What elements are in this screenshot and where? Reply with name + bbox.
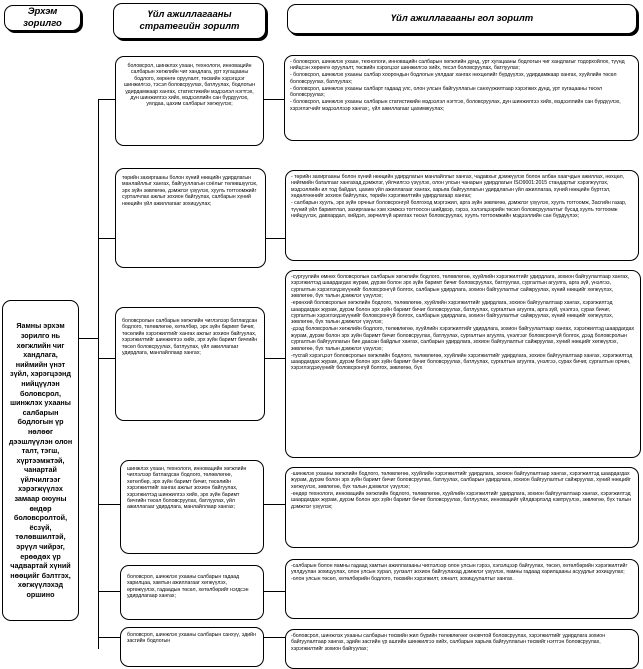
goal-item: - боловсрол, шинжлэх ухаан, технологи, инновацийн салбарын хөгжлийн дунд, урт хугацааны бодлогын чиг хандлагыг тодорхойлох, түүнд нийцсэн хөрөнгө оруулалт, төсвийн хэрэгцээг шинжилгээ хийх, тесэл боловсруулах, батлуулах; <box>290 59 625 72</box>
strategic-box-1 <box>115 56 264 146</box>
connector-row5-right <box>264 591 285 592</box>
goal-box-4 <box>285 467 639 548</box>
connector-row1-right <box>264 99 284 100</box>
goal-box-1 <box>284 55 639 141</box>
connector-row5-left <box>98 591 122 592</box>
goal-item: - боловсрол, шинжлэх ухааны салбар хоорондын бодлогын уялдааг хангах нөхцөлийг бүрдүүлэх, удирдамжаар хангах, хууйлийн төсөл боловсруулах, батлуулах; <box>290 72 617 85</box>
header-mission <box>4 5 81 31</box>
strategic-text-5: боловсрол, шинжлэх ухааны салбарын гадаад харилцаа, хамтын ажиллагааг хөгжүүлэх, өргөжүүлэх, гадаадын төсөл, хөтөлбөрийг нэгдсэн удирдлагаар хангах; <box>127 574 249 600</box>
goal-item: - боловсрол, шинжлэх ухааны салбарт гадаад улс, олон улсын байгууллагын санхүүжилтаар хэрэгжих дунд, урт хугацааны төсөл боловсруулах; <box>290 85 603 99</box>
goal-item: -сургуулийн өмнөх боловсролын салбарын хөгжлийн бодлого, төлөвлөгөө, хууйлийн хэрэгжилтийг удирдлага, зохион байгуулалтаар хангах, хэрэгжилтэд шаардагдах журам, дүрэм болон эрх зүйн баримт бичиг боловсруулах, батлуулах, сургалтын агуулга, арга зүй, үнэлгээ, сургалтын хэрэглэгдэхүүнийг боловсронгүй болгох, салбарын удирдлага, зохион байгуулалтыг сайжруулах, хүний нөөцийг хөгжүүлэх, зөвлөгөө, бүх талын дэмжлэг үзүүлэх; <box>291 274 630 300</box>
header-mission-label: Эрхэм зорилго <box>23 6 62 29</box>
connector-row4-right <box>264 504 285 505</box>
goal-box-6 <box>285 629 639 669</box>
goal-item: - боловсрол, шинжлэх ухааны салбарын статистикийн мэдээлэл нэгтгэх, боловсруулах, дүн шинжилгээ хийх, мэдээллийн сан бүрдүүлэх, хэрэглэгчийг мэдээллээр хангах;, үйл ажиллагааг цахимжуулах; <box>290 99 621 112</box>
header-goals <box>287 4 637 34</box>
connector-row1-left <box>98 99 115 100</box>
goal-item: -шинжлэх ухааны хөгжлийн бодлого, төлөвлөгөө, хууйлийн хэрэгжилтийг удирдлага, зохион байгуулалтаар хангах, хэрэгжилтэд шаардагдах журам, дүрэм болон эрх зүйн баримт бичиг боловсруулах, батлуулах, салбарын удирдлага, зохион байгуулалтыг сайжруулах, хүний нөөцийг хөгжүүлэх, зөвлөгөө, бүх талын дэмжлэг үзүүлэх; <box>291 471 631 490</box>
connector-row2-right <box>264 238 285 239</box>
goal-item: -дээд боловсролын хөгжлийн бодлого, төлөвлөгөө, хууйлийн хэрэгжилтийг удирдлага, зохион байгуулалтаар хангах, хэрэгжилтэд шаардагдах журам, дүрэм болон эрх зүйн баримт бичиг боловсруулах, батлуулах, сургалтын агуулга, үнэлгээг боловсронгүй болгох, дээд боловсролын сургалтын байгууллагын бие даасан байдлыг хангах, салбарын удирдлага, зохион байгуулалтыг сайжруулах, хүний нөөцийг хөгжүүлэх, зөвлөгөө, бүх талын дэмжлэг үзүүлэх; <box>291 326 635 352</box>
strategic-text-6: боловсрол, шинжлэх ухааны салбарын санхүү, эдийн засгийн бодлогын <box>127 632 256 645</box>
goal-box-2 <box>285 170 639 261</box>
mission-box <box>2 300 79 621</box>
mission-text: Яамны эрхэм зорилго нь хөгжлийн чиг хандлага, ниймийн үнэт зүйл, хэрэгцээнд нийцүүлэн боловсрол, шинжлэх ухааны салбарын бодлогын үр нөлөөг дээшлүүлэн олон талт, тэгш, хүртээмжтэй, чанартай үйлчилгээг хэрэгжүүлэх замаар оюуны өндөр боловсролтой, ёсзүй, төлөвшилтэй, эрүүл чийрэг, ерөөдөх үр чадвартай хүний нөөцийг бэлтгэх, хөгжүүлэхэд оршино <box>8 321 73 600</box>
strategic-box-6 <box>120 627 264 667</box>
strategic-text-3: боловсролын салбарын хөгжлийн чиглэлээр батлагдсан бодлого, төлөвлөгөө, хөтөлбөр, эрх зүйн баримт бичиг, төсөлийн хэрэгжилтийг хангах ажлыг зохион байгуулах, хэрэгжилтийг шинжилгээ хийх, эрх зүйн баримт бичгийн төсөл боловсруулах, батлуулах, үйл ажиллагааг удирдлага, манлайллаар хангах; <box>122 318 258 357</box>
header-strategic <box>113 3 266 39</box>
strategic-text-2: төрийн захиргааны болон хүний нөөцийн удирдлагын манлайллыг хангах, байгууллагын соёлыг төлөвшүүлэх, эрх зүйн зөвлөгөө, дэмжлэг үзүүлэх, хуулъ тогтоомжийг сурталчлах ажлыг зохион байгуулах, салбарын хүний нөөцийн үйл ажиллагааг зохицуулах; <box>122 175 258 207</box>
connector-trunk <box>98 99 99 649</box>
strategic-box-2 <box>115 168 266 268</box>
connector-mission <box>79 338 99 339</box>
goal-box-3 <box>285 270 641 458</box>
connector-row2-left <box>98 238 115 239</box>
strategic-text-1: боловсрол, шинжлэх ухаан, технологи, инновацийн салбарын хөгжлийн чиг хандлага, урт хугацааны бодлого, хөрөнгө оруулалт, төсвийн хэрэгцээг шинжилгээ, тэсэл боловсруулах, батлуулах, бодлогын удирдамжаар хангах, статистикийн мэдээлэл нэгтгэх, дүн шинжилгээ хийх, мэдээллийн сан бүрдүүлэх, уялдаа, цахим салбарыг хөгжүүлэх; <box>124 63 255 108</box>
strategic-box-4 <box>120 460 264 554</box>
strategic-box-3 <box>115 307 265 421</box>
goal-item: - салбарын хуулъ, эрх зүйн орчныг боловсронгуй болгоход мэргэжил, арга зүйн зөвлөгөө, дэмжлэг үзүүлэх, хуулъ тогтоомж, Засгийн газар, түүний үйл баримтлал, захиргааны хэм хэмжээ тогтоосон шийдвэр, гэрээ, хэлэлцээрийн төсөл боловсруулалтыг бусад хуулъ тогтоомж нийцүүлэх, давхардал, хийдэл, зөрчилгүй арилгах төсөл боловсруулах, хуулъ тогтоомжийн мэдээллийн сан бүрдүүлэх; <box>291 200 627 220</box>
goal-item: -салбарын болон яамны гадаад хамтын ажиллагааны чиглэлээр олон улсын гэрээ, хэлэлцээр байгуулах, төсөл, хөтөлбөрийн хэрэгжилтийг уялдуулан зохицуулах, олон улсын хурал, уулзалт зохион байгуулахад дэмжлэг үзүүлэх, яамны гадаад харилцааны асуудлыг зохицуулах; <box>291 563 628 576</box>
header-goals-label: Үйл ажиллагааны гол зорилт <box>390 13 534 24</box>
connector-row6-right <box>264 637 285 638</box>
connector-row3-left <box>98 358 115 359</box>
header-strategic-label: Үйл ажиллагааны стратегийн зорилт <box>139 9 240 32</box>
connector-row6-left <box>98 637 122 638</box>
goal-item: - төрийн захиргааны болон хүний нөөцийн удирдлагын манлайллыг хангах, чадавхыг дэмжүүлэх болон албан хаагчдын ажиллах, нөхцөл, нийгмийн баталгааг хангахад дэмжлэг, үйлчилгээ үзүүлэх, олон улсын чанарын удирдлагын ISO9001:2015 стандартыг хэрэгжүүлэх, мэдээллийн ил тод байдал, цахим үйл ажиллагааг хангах, харьяа байгууллагын удирдлагын үйл ажиллагаа, хүний нөөцийн бүртгэл, хөдөлгөөнийг зохион байгуулах, төрийн хэрэгжилтийн удирдлагаар хангах; <box>291 174 625 200</box>
strategic-box-5 <box>120 565 264 620</box>
goal-item: -боловсрол, шинжлэх ухааны салбарын төсвийн жил бүрийн төлөвлөгөөг оновчтой боловсруулах, хэрэгжилтийг удирдлага зохион байгуулалтаар хангах, эдийн засгийн үр ашгийн шинжилгээ хийх, салбарын харьяа байгууллагын төсвийг нэгтгэн боловсруулах, хэрэгжилтийг зохион байгуулах; <box>291 633 606 652</box>
goal-box-5 <box>285 559 639 619</box>
connector-row3-right <box>264 358 285 359</box>
goal-item: -ерөнхий боловсролын хөгжлийн бодлого, төлөвлөгөө, хууйлийн хэрэгжилтийг удирдлага, зохион байгуулалтаар хангах, хэрэгжилтэд шаардагдах журам, дүрэм болон эрх зүйн баримт бичиг боловсруулах, батлуулах, сургалтын агуулга, арга зүй, үнэлгээ, сурах бичиг, сургалтын хэрэглэгдэхүүнийг боловсронгуй болгох, салбарын удирдлага, зохион байгуулалтыг сайжруулах, хүний нөөцийг хөгжүүлэх, зөвлөгөө, бүх талын дэмжлэг үзүүлэх; <box>291 300 614 326</box>
goal-item: -тусгай хэрэгцээт боловсролын хөгжлийн бодлого, төлөвлөгөө, хууйлийн хэрэгжилтийг удирдлага, зохион байгуулалтаар хангах, хэрэгжилтэд шаардагдах журам, дүрэм болон эрх зүйн баримт бичиг боловсруулах, батлуулах, сургалтын агуулга, үнэлгээ, сурах бичиг, сургалтын орчин, хэрэглэгдэхүүнийг боловсронгүй болгох, зөвлөгөө, бүх <box>291 352 633 372</box>
goal-item: -олон улсын төсөл, хөтөлбөрийн бодлого, төсвийн хэрэгжилт, хяналт, зохицуулалтыг хангах. <box>291 576 514 583</box>
strategic-text-4: шинжлэх ухаан, технологи, инновацийн хөгжлийн чиглэлээр батлагдсан бодлого, төлөвлөгөө, хөтөлбөр, эрх зүйн баримт бичиг, төсөлийн хэрэгжилтийг хангах ажлыг зохион байгуулах, хэрэгжилтэд шинжилгээ хийх, эрх зүйн баримт бичгийн төсөл боловсруулах, батлуулах, үйл ажиллагааг удирдлага, манлайллаар хангах; <box>127 466 247 511</box>
goal-item: -өндөр технологи, инновацийн хөгжлийн бодлого, төлөвлөгөө, хууйлийн хэрэгжилтийг удирдлага, зохион байгуулалтаар хангах, хэрэгжилтэд шаардагдах журам, дүрэм болон эрх зүйн баримт бичиг боловсруулах, батлуулах, инновацийг үйлдвэрлэлд нэвтрүүлэх, зөвлөгөө, бүх талын дэмжлэг үзүүлэх; <box>291 490 632 510</box>
